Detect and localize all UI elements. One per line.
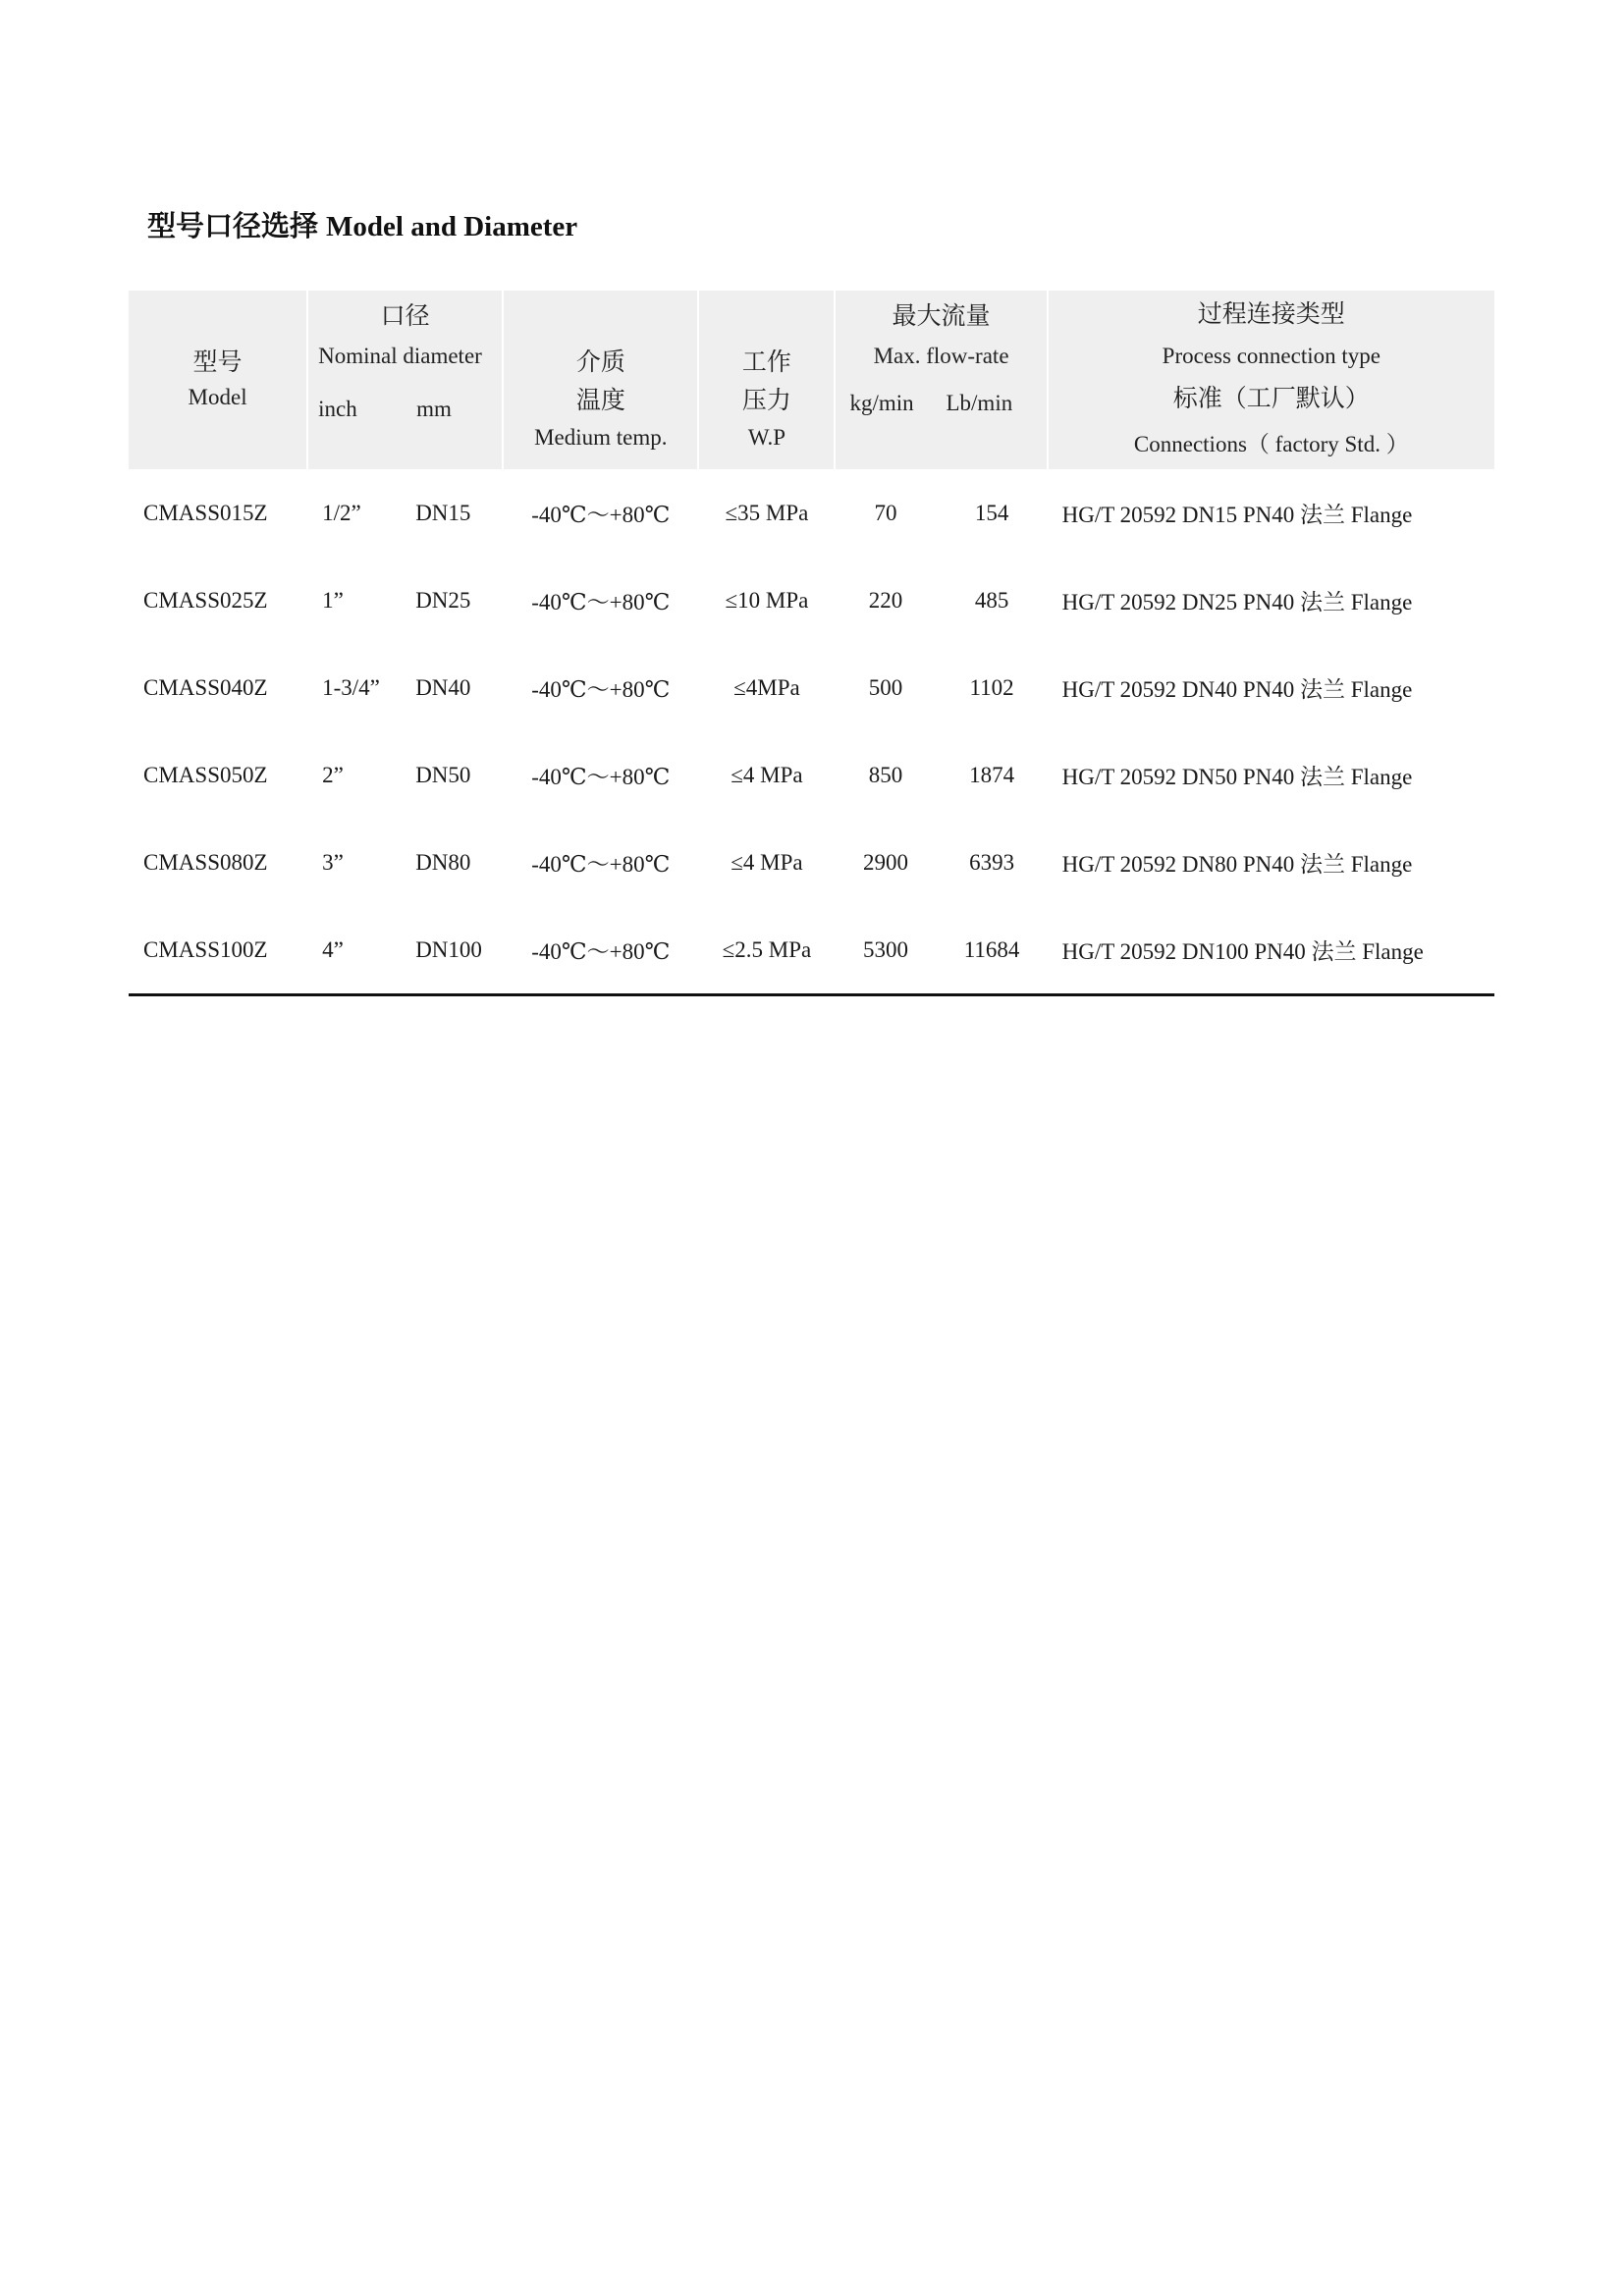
header-pressure-cn2: 压力 bbox=[741, 385, 791, 414]
cell-lb: 485 bbox=[974, 587, 1009, 613]
header-flow-cn: 最大流量 bbox=[892, 301, 991, 330]
header-medium-en: Medium temp. bbox=[534, 424, 668, 450]
table-row bbox=[129, 469, 1494, 557]
header-diameter-inch: inch bbox=[318, 397, 357, 421]
cell-wp: ≤10 MPa bbox=[725, 587, 809, 613]
header-pressure-en: W.P bbox=[747, 424, 785, 450]
cell-mm: DN25 bbox=[415, 587, 471, 613]
cell-wp: ≤4MPa bbox=[733, 674, 800, 700]
cell-connection: HG/T 20592 DN25 PN40 法兰 Flange bbox=[1061, 590, 1413, 614]
cell-kg: 5300 bbox=[835, 906, 936, 995]
cell-connection: HG/T 20592 DN80 PN40 法兰 Flange bbox=[1061, 852, 1413, 877]
model-diameter-table bbox=[129, 291, 1494, 996]
table-row bbox=[129, 731, 1494, 819]
header-connection-en1: Process connection type bbox=[1162, 344, 1380, 368]
cell-lb: 1102 bbox=[969, 674, 1014, 700]
header-model-en: Model bbox=[188, 385, 247, 410]
header-diameter-cn: 口径 bbox=[380, 301, 430, 330]
cell-inch: 3” bbox=[322, 849, 344, 875]
cell-connection: HG/T 20592 DN100 PN40 法兰 Flange bbox=[1048, 906, 1494, 995]
table-row bbox=[129, 557, 1494, 644]
cell-lb: 1874 bbox=[969, 762, 1015, 787]
cell-lb: 11684 bbox=[937, 906, 1048, 995]
cell-wp: ≤2.5 MPa bbox=[698, 906, 835, 995]
cell-model: CMASS100Z bbox=[129, 906, 307, 995]
header-flow-lb: Lb/min bbox=[946, 391, 1013, 415]
cell-model: CMASS080Z bbox=[143, 849, 268, 875]
cell-wp: ≤4 MPa bbox=[731, 762, 803, 787]
cell-inch: 2” bbox=[322, 762, 344, 787]
table-row bbox=[129, 644, 1494, 731]
header-diameter bbox=[307, 291, 503, 469]
cell-temp: -40℃～+80℃ bbox=[503, 906, 698, 995]
header-pressure-cn1: 工作 bbox=[741, 347, 791, 377]
page-title-cn: 型号口径选择 bbox=[147, 209, 319, 242]
header-diameter-en: Nominal diameter bbox=[318, 344, 482, 368]
cell-temp: -40℃～+80℃ bbox=[531, 677, 671, 702]
cell-kg: 220 bbox=[868, 587, 903, 613]
cell-mm: DN80 bbox=[415, 849, 471, 875]
cell-inch: 1-3/4” bbox=[322, 674, 380, 700]
header-connection-cn2: 标准（工厂默认） bbox=[1172, 384, 1370, 412]
header-medium-temp bbox=[503, 291, 698, 469]
cell-mm: DN50 bbox=[415, 762, 471, 787]
cell-mm: DN40 bbox=[415, 674, 471, 700]
cell-kg: 70 bbox=[874, 500, 897, 525]
cell-wp: ≤35 MPa bbox=[725, 500, 809, 525]
cell-kg: 2900 bbox=[863, 849, 909, 875]
page-title-en: Model and Diameter bbox=[326, 211, 578, 242]
header-flow bbox=[835, 291, 1047, 469]
header-pressure bbox=[698, 291, 835, 469]
cell-temp: -40℃～+80℃ bbox=[531, 503, 671, 527]
table-header-row bbox=[129, 291, 1494, 469]
cell-lb: 154 bbox=[974, 500, 1009, 525]
cell-connection: HG/T 20592 DN15 PN40 法兰 Flange bbox=[1061, 503, 1413, 527]
header-medium-cn1: 介质 bbox=[575, 347, 625, 377]
header-model bbox=[129, 291, 307, 469]
cell-model: CMASS025Z bbox=[143, 587, 268, 613]
header-connection-cn1: 过程连接类型 bbox=[1197, 299, 1345, 328]
cell-connection: HG/T 20592 DN40 PN40 法兰 Flange bbox=[1061, 677, 1413, 702]
cell-inch: 1” bbox=[322, 587, 344, 613]
cell-connection: HG/T 20592 DN50 PN40 法兰 Flange bbox=[1061, 765, 1413, 789]
header-model-cn: 型号 bbox=[192, 347, 243, 377]
cell-model: CMASS040Z bbox=[143, 674, 268, 700]
page-title bbox=[147, 204, 577, 244]
table-row bbox=[129, 906, 1494, 995]
table-row bbox=[129, 819, 1494, 906]
cell-inch: 4” bbox=[307, 906, 401, 995]
header-medium-cn2: 温度 bbox=[575, 385, 625, 414]
cell-temp: -40℃～+80℃ bbox=[531, 765, 671, 789]
header-connection bbox=[1048, 291, 1494, 469]
header-flow-kg: kg/min bbox=[849, 391, 914, 415]
cell-mm: DN100 bbox=[401, 906, 503, 995]
cell-mm: DN15 bbox=[415, 500, 471, 525]
cell-temp: -40℃～+80℃ bbox=[531, 590, 671, 614]
header-flow-en: Max. flow-rate bbox=[873, 344, 1009, 368]
cell-inch: 1/2” bbox=[322, 500, 361, 525]
cell-wp: ≤4 MPa bbox=[731, 849, 803, 875]
cell-kg: 850 bbox=[868, 762, 903, 787]
header-connection-en2: Connections（ factory Std. ） bbox=[1133, 432, 1409, 456]
header-diameter-mm: mm bbox=[416, 397, 452, 421]
cell-lb: 6393 bbox=[969, 849, 1015, 875]
cell-temp: -40℃～+80℃ bbox=[531, 852, 671, 877]
cell-kg: 500 bbox=[868, 674, 903, 700]
cell-model: CMASS015Z bbox=[143, 500, 268, 525]
cell-model: CMASS050Z bbox=[143, 762, 268, 787]
